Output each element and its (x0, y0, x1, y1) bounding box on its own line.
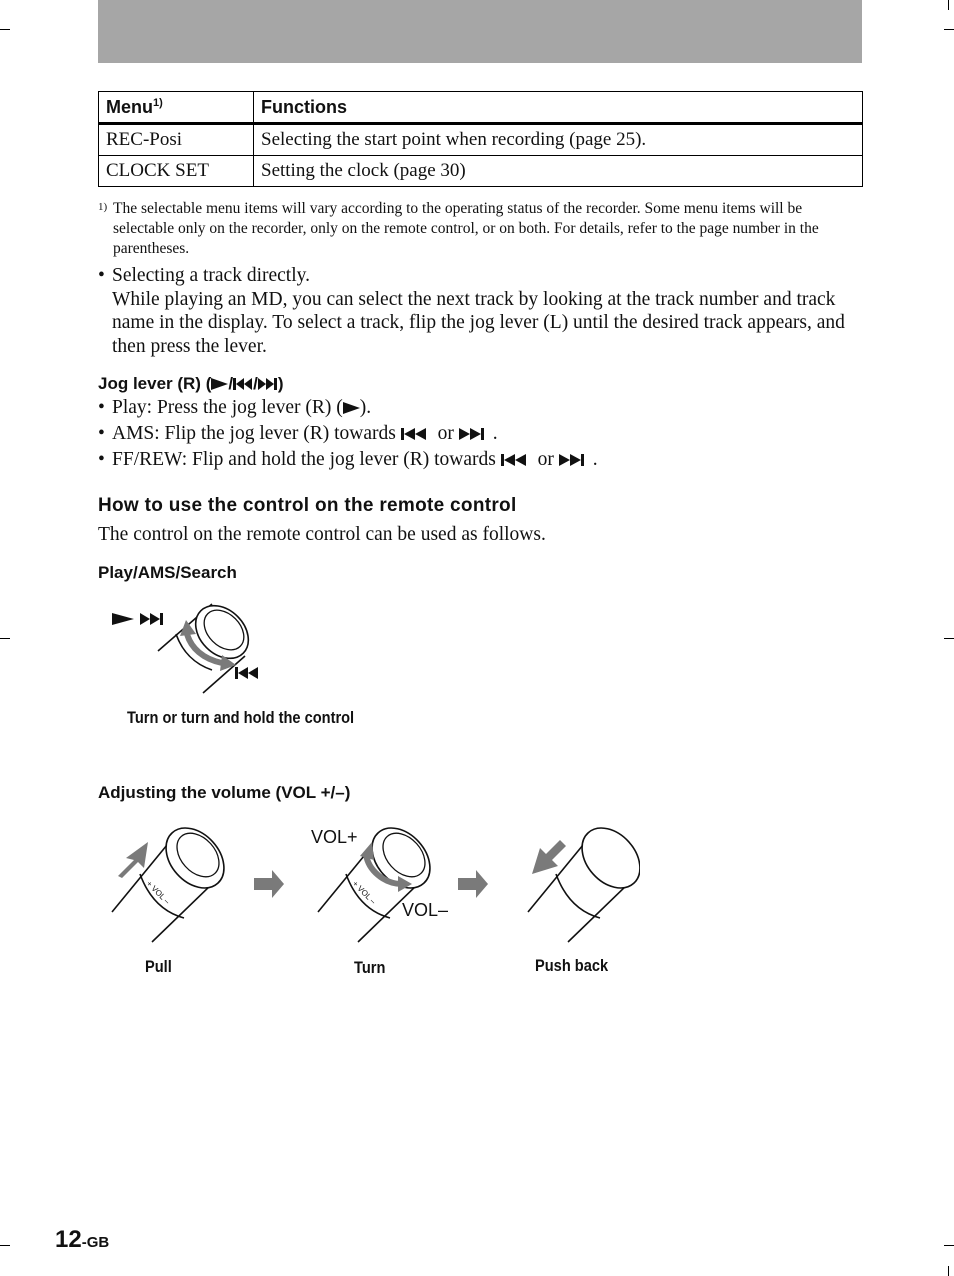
play-ams-caption: Turn or turn and hold the control (127, 708, 355, 727)
footnote-ref: 1) (153, 96, 163, 109)
crop-mark (0, 1245, 10, 1246)
bullet: • (98, 397, 105, 418)
jog-ams-item: • AMS: Flip the jog lever (R) towards or . (98, 423, 498, 444)
prev-track-icon (501, 453, 533, 467)
page-number: 12-GB (55, 1226, 110, 1253)
crop-mark (0, 29, 10, 30)
jog-lever-heading: Jog lever (R) ( / / ) (98, 374, 284, 393)
menu-column-header: Menu$^{1)}$ (99, 92, 254, 124)
play-icon (343, 401, 360, 415)
jog-play-item: • Play: Press the jog lever (R) ( ). (98, 397, 372, 418)
next-step-arrow-icon (458, 870, 488, 898)
footnote (98, 199, 863, 259)
step-turn-label: Turn (354, 958, 386, 977)
push-back-knob-icon (528, 822, 640, 942)
next-step-arrow-icon (254, 870, 284, 898)
play-icon (211, 377, 228, 391)
footnote-mark: 1) (98, 201, 108, 213)
table-row (99, 124, 863, 156)
crop-mark (948, 0, 949, 10)
vol-minus-label: VOL– (402, 900, 449, 920)
remote-section-heading: How to use the control on the remote control (98, 495, 517, 516)
jog-ams-text: AMS: Flip the jog lever (R) towards (112, 423, 396, 444)
pull-knob-icon (112, 822, 236, 942)
functions-column-header: Functions (254, 92, 863, 124)
knob-engraving: + VOL – (350, 879, 378, 907)
prev-track-icon (235, 667, 258, 679)
jog-ffrew-text: FF/REW: Flip and hold the jog lever (R) towards (112, 449, 496, 470)
select-track-text: While playing an MD, you can select the next track by looking at the track number and track name in the display. To select a track, flip the jog lever (L) until the desired track appears, and then press the lever. (112, 288, 845, 357)
table-header-row (99, 92, 863, 124)
prev-track-icon (233, 377, 253, 391)
remote-section-intro: The control on the remote control can be used as follows. (98, 524, 546, 545)
step-push-back-label: Push back (535, 956, 609, 975)
next-track-icon (559, 453, 593, 467)
footnote-text: The selectable menu items will vary according to the operating status of the recorder. Some menu items will be selectable only on the recorder, only on the remote control, or on both. For details, refer to the page number in the parentheses. (113, 200, 819, 257)
function-cell: Selecting the start point when recording (page 25). (254, 124, 863, 156)
volume-heading: Adjusting the volume (VOL +/–) (98, 783, 351, 802)
bullet: • (98, 423, 105, 444)
next-track-icon (258, 377, 278, 391)
jog-control-illustration (100, 596, 290, 698)
menu-table (98, 91, 863, 187)
crop-mark (944, 638, 954, 639)
volume-illustration (100, 822, 640, 948)
knob-engraving: + VOL – (144, 879, 172, 907)
crop-mark (0, 638, 10, 639)
crop-mark (944, 1245, 954, 1246)
prev-track-icon (401, 427, 433, 441)
bullet: • (98, 449, 105, 470)
menu-cell: REC-Posi (99, 124, 254, 156)
crop-mark (944, 29, 954, 30)
jog-play-text: Play: Press the jog lever (R) ( (112, 397, 343, 418)
next-track-icon (459, 427, 493, 441)
menu-cell: CLOCK SET (99, 156, 254, 187)
select-track-item (98, 264, 863, 358)
knob-icon (158, 596, 259, 693)
function-cell: Setting the clock (page 30) (254, 156, 863, 187)
jog-ffrew-item: • FF/REW: Flip and hold the jog lever (R) towards or . (98, 449, 598, 470)
bullet: • (98, 265, 105, 286)
crop-mark (948, 1266, 949, 1276)
header-bar (98, 0, 862, 63)
select-track-title: Selecting a track directly. (112, 265, 310, 286)
push-arrow-icon (532, 840, 566, 874)
vol-plus-label: VOL+ (311, 827, 358, 847)
step-pull-label: Pull (145, 957, 172, 976)
page-suffix: -GB (81, 1234, 110, 1251)
play-next-icon (112, 613, 163, 625)
table-row (99, 156, 863, 187)
play-ams-heading: Play/AMS/Search (98, 563, 237, 582)
